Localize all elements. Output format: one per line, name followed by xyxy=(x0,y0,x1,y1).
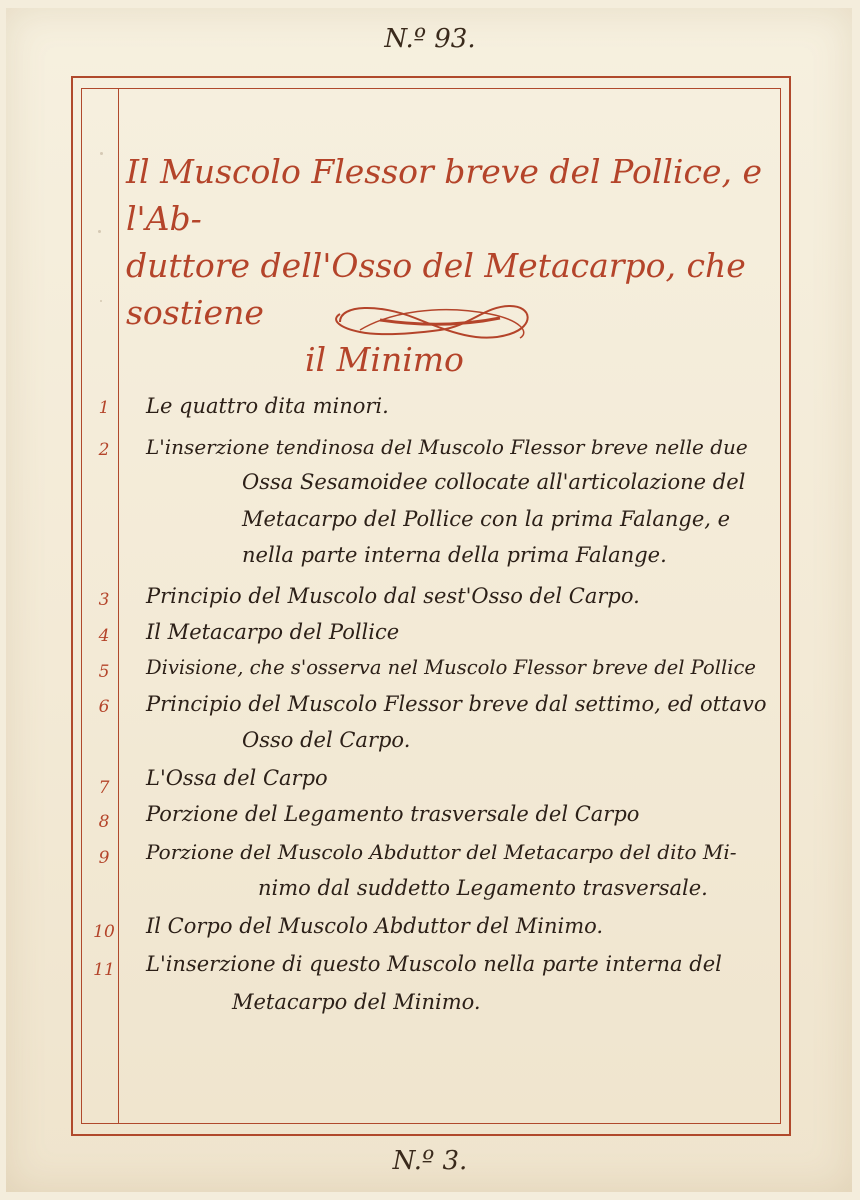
entry-line: Divisione, che s'osserva nel Muscolo Flessor breve del Pollice xyxy=(146,656,756,679)
entry-line: L'inserzione di questo Muscolo nella parte interna del xyxy=(146,952,722,976)
title-line-1: Il Muscolo Flessor breve del Pollice, e l'Ab- xyxy=(126,152,763,238)
entry-line: Ossa Sesamoidee collocate all'articolazione del xyxy=(242,470,746,494)
entry-line: L'Ossa del Carpo xyxy=(146,766,328,790)
entry-line: Le quattro dita minori. xyxy=(146,394,389,418)
entry-line: Metacarpo del Minimo. xyxy=(232,990,481,1014)
entry-number: 2 xyxy=(98,440,110,460)
ink-spot xyxy=(100,300,102,302)
entry-line: Principio del Muscolo Flessor breve dal settimo, ed ottavo xyxy=(146,692,767,716)
ink-spot xyxy=(98,230,101,233)
entry-line: Porzione del Muscolo Abduttor del Metacarpo del dito Mi- xyxy=(146,840,737,864)
entry-number: 9 xyxy=(98,848,110,868)
entry-line: Principio del Muscolo dal sest'Osso del Carpo. xyxy=(146,584,640,608)
entry-line: nella parte interna della prima Falange. xyxy=(242,543,667,567)
entry-number: 1 xyxy=(98,398,110,418)
entry-line: Porzione del Legamento trasversale del Carpo xyxy=(146,802,640,826)
entry-number: 3 xyxy=(98,590,110,610)
title-line-3: il Minimo xyxy=(305,340,464,379)
entry-number: 6 xyxy=(98,697,110,717)
page-number-bottom: N.º 3. xyxy=(392,1146,468,1176)
entry-line: nimo dal suddetto Legamento trasversale. xyxy=(258,876,708,900)
entry-number: 11 xyxy=(93,960,115,980)
entry-line: Osso del Carpo. xyxy=(242,728,411,752)
entry-number: 7 xyxy=(98,778,110,798)
entry-number: 8 xyxy=(98,812,110,832)
entry-number: 4 xyxy=(98,626,110,646)
page-number-top: N.º 93. xyxy=(384,24,476,54)
entry-number: 5 xyxy=(98,662,110,682)
ink-spot xyxy=(100,152,103,155)
title-line-2: duttore dell'Osso del Metacarpo, che sostiene xyxy=(126,246,746,332)
entry-line: Il Metacarpo del Pollice xyxy=(146,620,400,644)
entry-number: 10 xyxy=(93,922,115,942)
entry-line: L'inserzione tendinosa del Muscolo Flessor breve nelle due xyxy=(146,435,748,459)
entry-line: Il Corpo del Muscolo Abduttor del Minimo. xyxy=(146,914,604,938)
entry-line: Metacarpo del Pollice con la prima Falange, e xyxy=(242,507,731,531)
